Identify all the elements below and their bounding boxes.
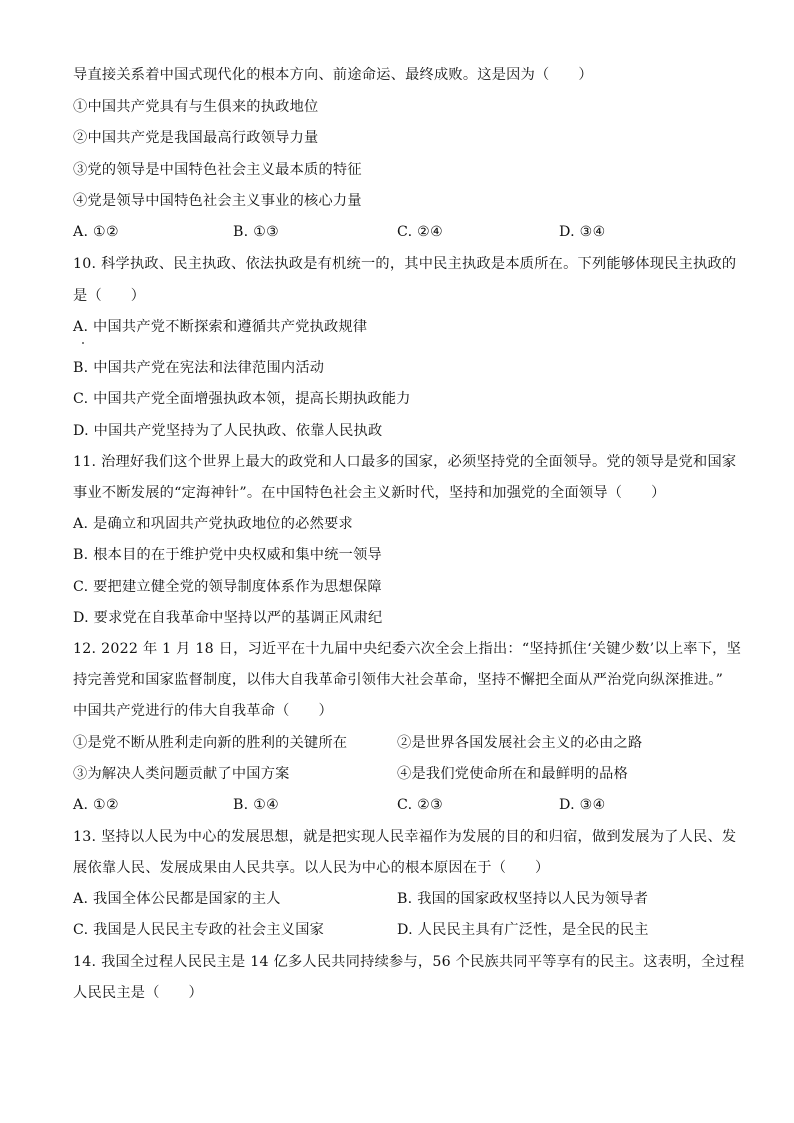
q13-stem-line-1: 13. 坚持以人民为中心的发展思想，就是把实现人民幸福作为发展的目的和归宿，做到发展为了人民、发: [73, 829, 737, 845]
q12-option-c: C. ②③: [397, 797, 444, 813]
stray-dot: [82, 342, 84, 344]
q13-option-b: B. 我国的国家政权坚持以人民为领导者: [397, 891, 649, 907]
q11-option-d: D. 要求党在自我革命中坚持以严的基调正风肃纪: [73, 610, 383, 626]
q9-option-c: C. ②④: [397, 224, 444, 240]
q14-stem-line-2: 人民民主是（ ）: [73, 985, 203, 1001]
q12-stem-line-1: 12. 2022 年 1 月 18 日，习近平在十九届中央纪委六次全会上指出：“坚持抓住‘关键少数’以上率下，坚: [73, 641, 742, 657]
q9-statement-4: ④党是领导中国特色社会主义事业的核心力量: [73, 193, 362, 209]
q12-statements-row-2: [73, 764, 713, 784]
q12-statement-2: ②是世界各国发展社会主义的必由之路: [397, 735, 643, 751]
q12-stem-line-2: 持完善党和国家监督制度，以伟大自我革命引领伟大社会革命，坚持不懈把全面从严治党向纵深推进。”: [73, 672, 724, 688]
q12-stem-line-3: 中国共产党进行的伟大自我革命（ ）: [73, 703, 333, 719]
q9-option-a: A. ①②: [73, 224, 119, 240]
q12-option-d: D. ③④: [559, 797, 606, 813]
q11-stem-line-1: 11. 治理好我们这个世界上最大的政党和人口最多的国家，必须坚持党的全面领导。党的领导是党和国家: [73, 454, 737, 470]
q12-statements-row-1: [73, 733, 713, 753]
q9-statement-2: ②中国共产党是我国最高行政领导力量: [73, 130, 319, 146]
q9-options: [73, 222, 713, 242]
q10-option-d: D. 中国共产党坚持为了人民执政、依靠人民执政: [73, 423, 383, 439]
q13-option-d: D. 人民民主具有广泛性，是全民的民主: [397, 922, 649, 938]
q10-stem-line-1: 10. 科学执政、民主执政、依法执政是有机统一的，其中民主执政是本质所在。下列能够体现民主执政的: [73, 256, 737, 272]
q12-option-b: B. ①④: [233, 797, 280, 813]
q10-option-b: B. 中国共产党在宪法和法律范围内活动: [73, 360, 325, 376]
q12-statement-1: ①是党不断从胜利走向新的胜利的关键所在: [73, 735, 348, 751]
q12-statement-3: ③为解决人类问题贡献了中国方案: [73, 766, 290, 782]
q12-options: [73, 795, 713, 815]
q13-options-row-2: [73, 920, 713, 940]
q11-option-c: C. 要把建立健全党的领导制度体系作为思想保障: [73, 579, 382, 595]
q10-stem-line-2: 是（ ）: [73, 288, 146, 304]
q13-option-c: C. 我国是人民民主专政的社会主义国家: [73, 922, 325, 938]
q9-option-b: B. ①③: [233, 224, 280, 240]
q9-stem-tail: 导直接关系着中国式现代化的根本方向、前途命运、最终成败。这是因为（ ）: [73, 67, 593, 83]
q13-option-a: A. 我国全体公民都是国家的主人: [73, 891, 281, 907]
q9-statement-1: ①中国共产党具有与生俱来的执政地位: [73, 99, 319, 115]
q11-option-a: A. 是确立和巩固共产党执政地位的必然要求: [73, 516, 353, 532]
q13-stem-line-2: 展依靠人民、发展成果由人民共享。以人民为中心的根本原因在于（ ）: [73, 860, 550, 876]
q10-option-a: A. 中国共产党不断探索和遵循共产党执政规律: [73, 319, 368, 335]
q14-stem-line-1: 14. 我国全过程人民民主是 14 亿多人民共同持续参与，56 个民族共同平等享有的民主。这表明，全过程: [73, 954, 745, 970]
q9-statement-3: ③党的领导是中国特色社会主义最本质的特征: [73, 162, 362, 178]
q10-option-c: C. 中国共产党全面增强执政本领，提高长期执政能力: [73, 391, 411, 407]
q12-statement-4: ④是我们党使命所在和最鲜明的品格: [397, 766, 629, 782]
q13-options-row-1: [73, 889, 713, 909]
q12-option-a: A. ①②: [73, 797, 119, 813]
q11-option-b: B. 根本目的在于维护党中央权威和集中统一领导: [73, 547, 382, 563]
q11-stem-line-2: 事业不断发展的“定海神针”。在中国特色社会主义新时代，坚持和加强党的全面领导（ ）: [73, 485, 666, 501]
q9-option-d: D. ③④: [559, 224, 606, 240]
